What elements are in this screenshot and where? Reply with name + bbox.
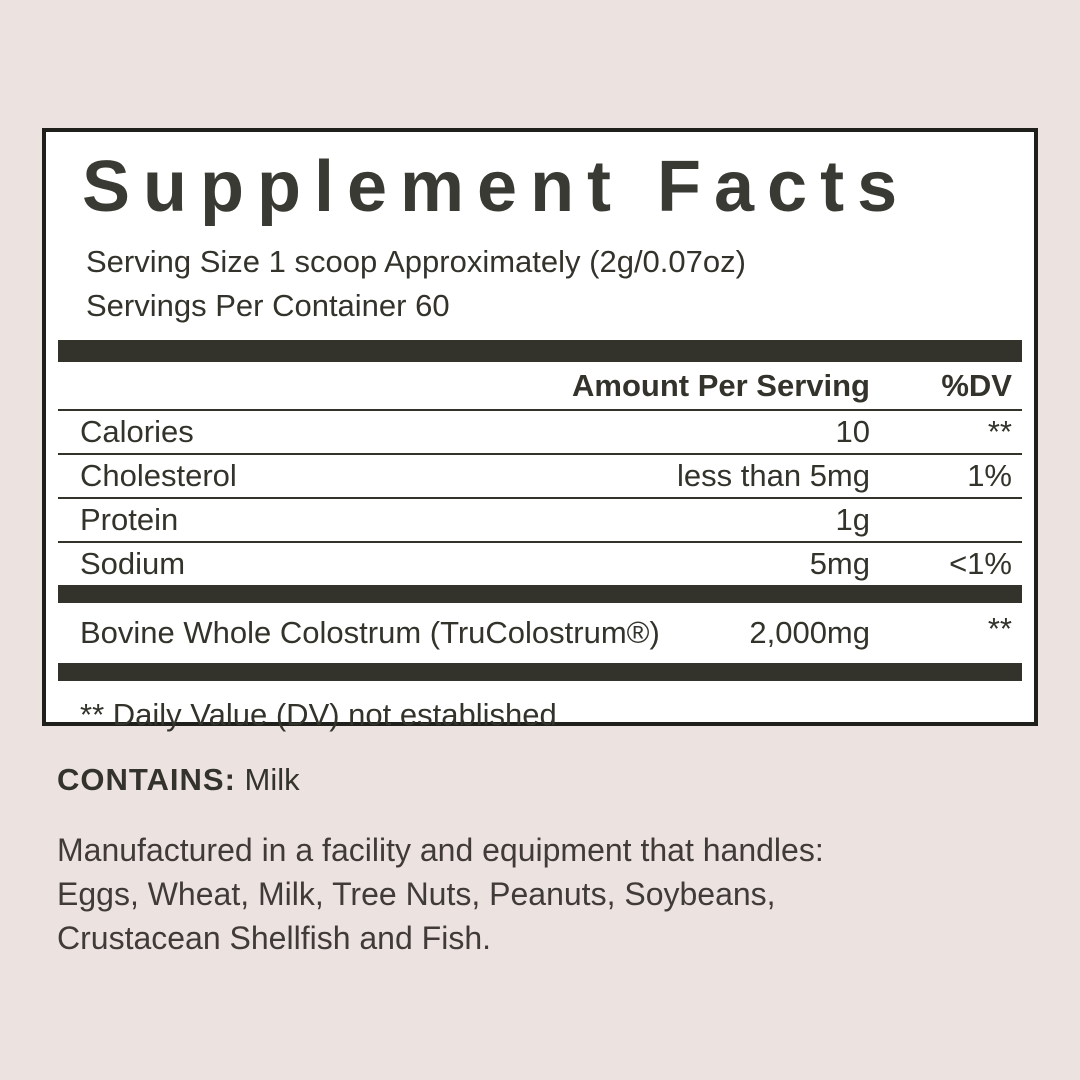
facility-warning-line: Eggs, Wheat, Milk, Tree Nuts, Peanuts, Soybeans, (57, 876, 776, 912)
nutrient-name: Protein (80, 502, 179, 537)
contains-value: Milk (235, 762, 300, 797)
header-amount-per-serving: Amount Per Serving (572, 367, 870, 403)
facility-warning (57, 828, 824, 960)
nutrient-amount: 1g (835, 502, 870, 537)
servings-per-container-line: Servings Per Container 60 (86, 288, 450, 323)
table-row-cholesterol (58, 453, 1022, 497)
contains-statement (57, 762, 300, 798)
divider-bar-middle (58, 585, 1022, 603)
nutrient-name: Cholesterol (80, 458, 237, 493)
divider-bar-top (58, 340, 1022, 362)
nutrient-dv: 1% (967, 458, 1012, 493)
table-row-colostrum (58, 603, 1022, 663)
nutrient-dv: ** (987, 414, 1012, 449)
daily-value-footnote: ** Daily Value (DV) not established (80, 697, 557, 732)
facility-warning-line: Crustacean Shellfish and Fish. (57, 920, 491, 956)
nutrient-dv: <1% (949, 546, 1012, 581)
nutrient-amount: less than 5mg (677, 458, 870, 493)
table-row-protein (58, 497, 1022, 541)
table-header-row (58, 362, 1022, 409)
nutrient-amount: 5mg (809, 546, 870, 581)
nutrient-name: Sodium (80, 546, 186, 581)
serving-size-line: Serving Size 1 scoop Approximately (2g/0.07oz) (86, 244, 746, 279)
ingredient-amount: 2,000mg (749, 615, 870, 650)
panel-title: Supplement Facts (82, 147, 911, 227)
nutrient-amount: 10 (835, 414, 870, 449)
facility-warning-line: Manufactured in a facility and equipment that handles: (57, 832, 824, 868)
table-row-sodium (58, 541, 1022, 585)
divider-bar-bottom (58, 663, 1022, 681)
ingredient-name: Bovine Whole Colostrum (TruColostrum®) (80, 615, 660, 650)
nutrient-name: Calories (80, 414, 194, 449)
table-row-calories (58, 409, 1022, 453)
contains-label: CONTAINS: (57, 762, 236, 797)
ingredient-dv: ** (987, 611, 1012, 646)
supplement-facts-panel (42, 128, 1038, 732)
header-percent-dv: %DV (941, 367, 1012, 403)
nutrition-table (58, 362, 1022, 585)
